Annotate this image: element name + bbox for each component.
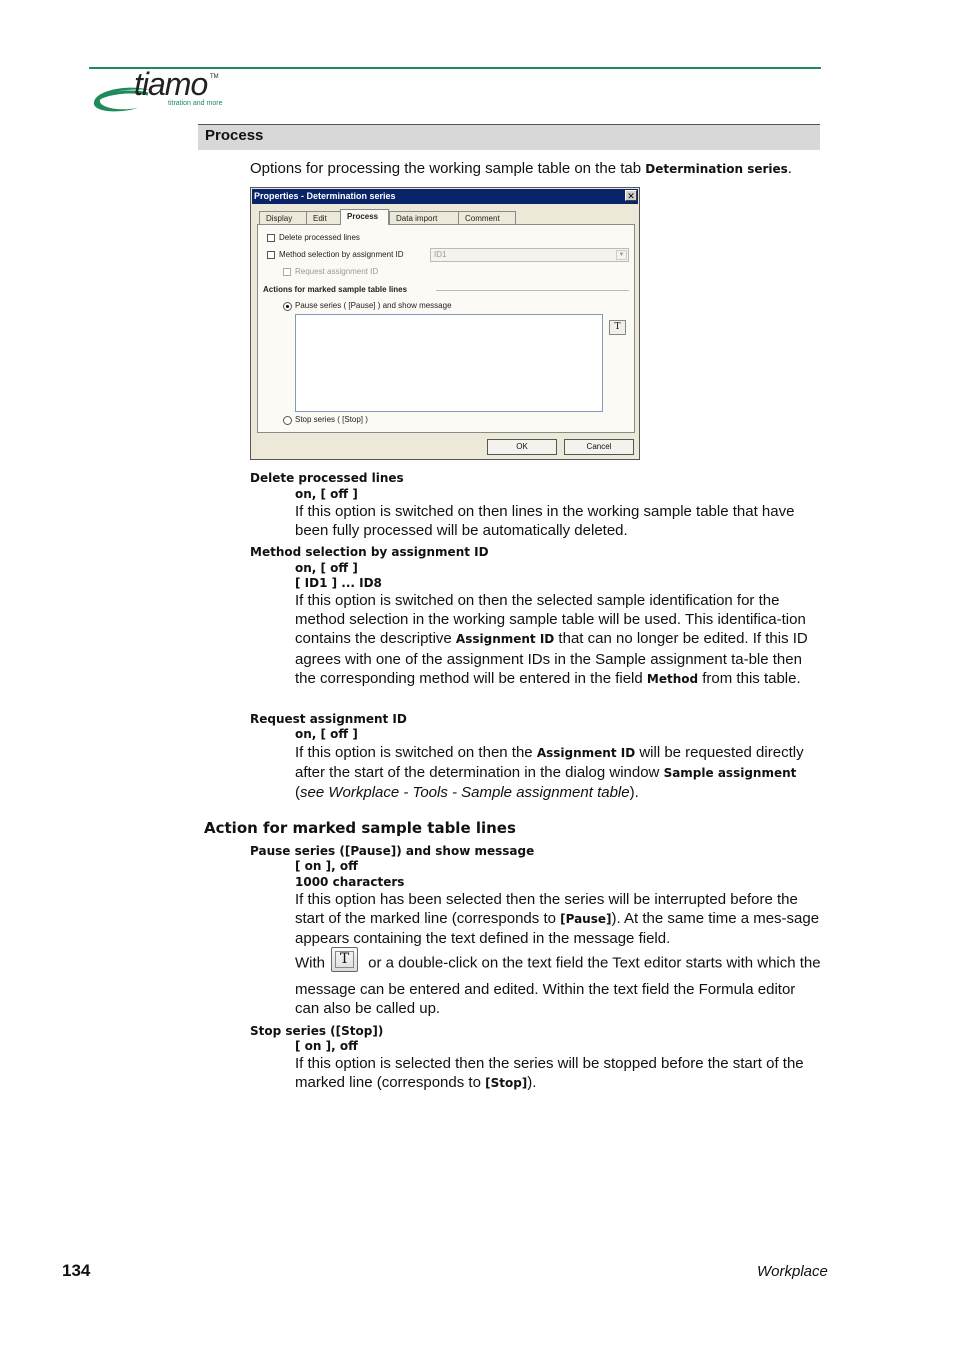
- page-number: 134: [62, 1261, 91, 1280]
- param-stop-desc: If this option is selected then the series will be stopped before the start of the marked line (corresponds to [Stop]).: [295, 1055, 804, 1092]
- param-pause-name: Pause series ([Pause]) and show message: [250, 844, 535, 858]
- text-editor-button[interactable]: T: [609, 320, 626, 335]
- chevron-down-icon[interactable]: ▼: [616, 250, 627, 260]
- footer-chapter: Workplace: [757, 1263, 828, 1280]
- tab-edit[interactable]: Edit: [306, 211, 342, 225]
- tab-process[interactable]: Process: [340, 209, 389, 225]
- stop-series-radio[interactable]: [283, 416, 292, 425]
- stop-series-label: Stop series ( [Stop] ): [295, 415, 368, 424]
- param-method-range: [ ID1 ] ... ID8: [295, 576, 382, 590]
- pause-series-label: Pause series ( [Pause] ) and show message: [295, 301, 452, 310]
- param-pause-limit: 1000 characters: [295, 875, 405, 889]
- logo-tagline: titration and more: [168, 100, 223, 107]
- tab-comment[interactable]: Comment: [458, 211, 516, 225]
- param-method-desc: If this option is switched on then the selected sample identification for the method selection in the working sample table will be used. This identifica-tion contains the descriptive Assignment ID that can no longer be edited. If this ID agrees with one of the assignment IDs in the Sample assignment ta-ble then the corresponding method will be entered in the field Method from this table.: [295, 592, 808, 687]
- logo-wordmark: tiamo: [134, 66, 208, 102]
- combo-value: ID1: [434, 250, 447, 259]
- param-request-values: on, [ off ]: [295, 727, 358, 741]
- tab-display[interactable]: Display: [259, 211, 307, 225]
- param-method-values: on, [ off ]: [295, 561, 358, 575]
- param-delete-name: Delete processed lines: [250, 471, 404, 485]
- param-pause-desc: If this option has been selected then the series will be interrupted before the start of the marked line (corresponds to [Pause]). At the same time a mes-sage appears containing the text defined in the message field.: [295, 891, 820, 948]
- param-delete-values: on, [ off ]: [295, 487, 358, 501]
- request-assignment-label: Request assignment ID: [295, 267, 379, 276]
- param-request-name: Request assignment ID: [250, 712, 407, 726]
- param-delete-desc: If this option is switched on then lines in the working sample table that have been fully processed will be automatically deleted.: [295, 503, 795, 540]
- message-textarea[interactable]: [295, 314, 603, 412]
- param-request-desc: If this option is switched on then the Assignment ID will be requested directly after the start of the determination in the dialog window Sample assignment (see Workplace - Tools - Sample assignment table).: [295, 744, 804, 802]
- request-assignment-checkbox[interactable]: [283, 268, 291, 276]
- param-method-name: Method selection by assignment ID: [250, 545, 489, 559]
- process-panel: [257, 224, 635, 433]
- close-icon[interactable]: ✕: [625, 190, 637, 201]
- param-stop-name: Stop series ([Stop]): [250, 1024, 384, 1038]
- cancel-button[interactable]: Cancel: [564, 439, 634, 455]
- method-selection-label: Method selection by assignment ID: [279, 250, 404, 259]
- ok-button[interactable]: OK: [487, 439, 557, 455]
- assignment-id-select[interactable]: [430, 248, 629, 262]
- delete-processed-checkbox[interactable]: [267, 234, 275, 242]
- text-editor-icon: T: [331, 947, 358, 972]
- group-label: Actions for marked sample table lines: [263, 285, 408, 294]
- section-title: Process: [205, 127, 264, 144]
- group-divider: [436, 290, 629, 291]
- param-pause-values: [ on ], off: [295, 859, 358, 873]
- properties-dialog: [250, 187, 640, 460]
- logo-tm: TM: [210, 74, 219, 80]
- pause-series-radio[interactable]: [283, 302, 292, 311]
- param-stop-values: [ on ], off: [295, 1039, 358, 1053]
- method-selection-checkbox[interactable]: [267, 251, 275, 259]
- tiamo-logo: [88, 66, 248, 118]
- tab-data-import[interactable]: Data import: [389, 211, 459, 225]
- dialog-title: Properties - Determination series: [252, 189, 638, 204]
- intro-text: Options for processing the working sample table on the tab Determination series.: [250, 160, 792, 177]
- section-bar: [198, 124, 820, 150]
- action-section-title: Action for marked sample table lines: [204, 819, 516, 837]
- delete-processed-label: Delete processed lines: [279, 233, 360, 242]
- param-pause-editor: With T or a double-click on the text field the Text editor starts with which the message can be entered and edited. Within the text field the Formula editor can also be called up.: [295, 947, 823, 1018]
